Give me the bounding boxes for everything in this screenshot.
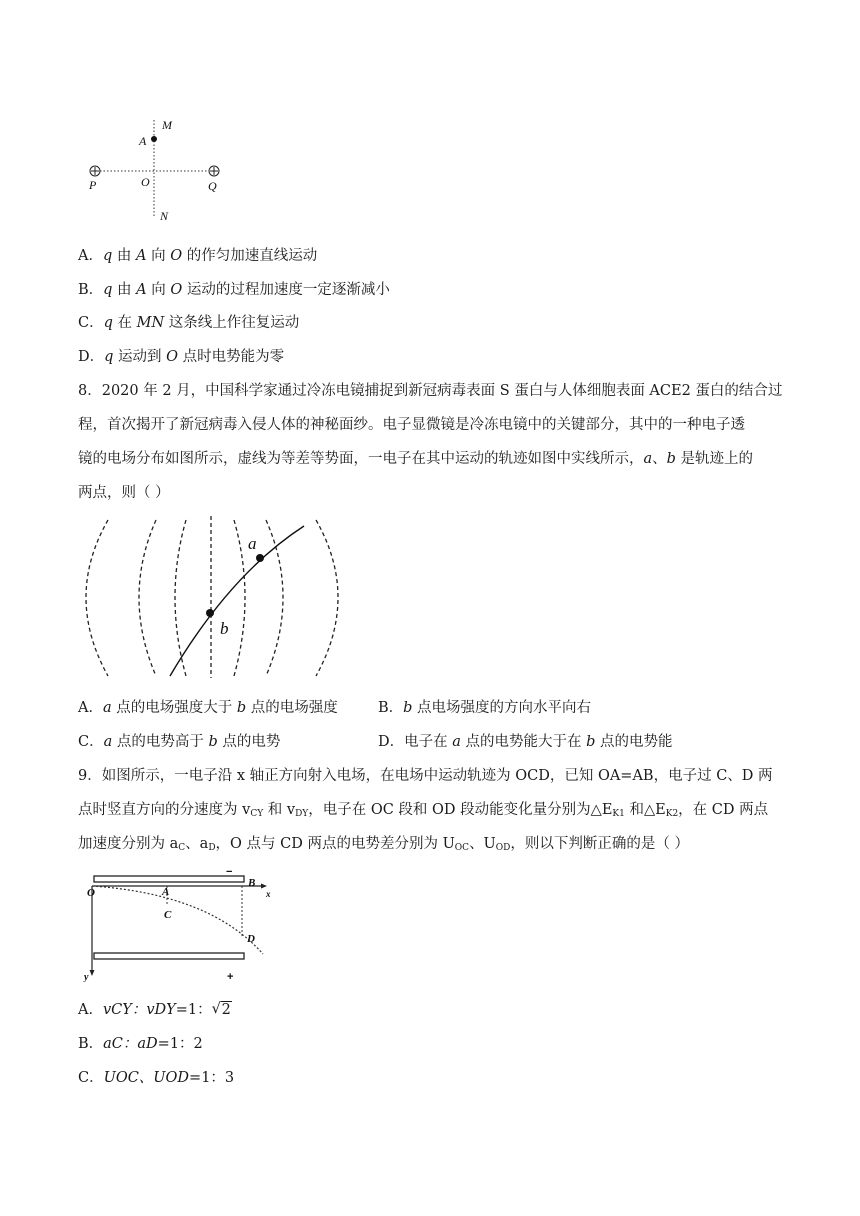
bottom-plate — [94, 953, 244, 959]
label-b: b — [220, 619, 229, 638]
q8-stem-line-1: 8．2020 年 2 月，中国科学家通过冷冻电镜捕捉到新冠病毒表面 S 蛋白与人体细胞表面 ACE2 蛋白的结合过 — [78, 383, 783, 399]
q9-stem-line-1: 9．如图所示，一电子沿 x 轴正方向射入电场，在电场中运动轨迹为 OCD，已知 OA=AB，电子过 C、D 两 — [78, 768, 773, 784]
electron-trajectory — [92, 886, 263, 954]
point-b — [206, 609, 214, 617]
label-plus: + — [227, 971, 234, 982]
q9-stem-line-3: 加速度分别为 $a_C$、$a_D$，O 点与 CD 两点的电势差分别为 $U_{OC}$、$U_{OD}$，则以下判断正确的是（ ） — [78, 836, 690, 853]
q9-figure — [80, 866, 280, 982]
q8-option-c[interactable]: C．a 点的电势高于 b 点的电势 — [78, 734, 281, 750]
q7-option-d[interactable]: D．q 运动到 O 点时电势能为零 — [78, 349, 285, 365]
label-o: O — [87, 887, 95, 899]
charge-p-icon — [90, 166, 100, 176]
label-a: A — [139, 134, 147, 148]
q8-stem-line-4: 两点，则（ ） — [78, 485, 170, 501]
q7-option-a[interactable]: A．q 由 A 向 O 的作匀加速直线运动 — [78, 248, 318, 264]
label-o: O — [141, 175, 150, 189]
label-a: A — [162, 886, 170, 898]
label-minus: − — [226, 866, 233, 878]
label-d: D — [247, 933, 255, 945]
charge-q-icon — [209, 166, 219, 176]
top-plate — [94, 876, 244, 882]
point-a — [151, 136, 157, 142]
sqrt-symbol: √ 2 — [211, 1001, 231, 1018]
label-x: x — [266, 889, 271, 899]
label-b: B — [248, 877, 256, 889]
q9-option-b[interactable]: B．aC：aD=1：2 — [78, 1036, 203, 1052]
q9-option-c[interactable]: C．UOC、UOD=1：3 — [78, 1070, 235, 1086]
label-y: y — [84, 972, 89, 982]
q8-option-b[interactable]: B．b 点电场强度的方向水平向右 — [378, 700, 592, 716]
label-c: C — [164, 909, 172, 921]
electron-trajectory — [170, 526, 304, 676]
equipotential-line — [234, 520, 245, 676]
q7-option-c[interactable]: C．q 在 MN 这条线上作往复运动 — [78, 315, 300, 331]
x-axis-arrow-icon — [261, 884, 267, 889]
q7-option-b[interactable]: B．q 由 A 向 O 运动的过程加速度一定逐渐减小 — [78, 282, 390, 298]
q8-option-d[interactable]: D．电子在 a 点的电势能大于在 b 点的电势能 — [378, 734, 673, 750]
q8-figure — [80, 514, 350, 680]
q9-stem-line-2: 点时竖直方向的分速度为 $v_{CY}$ 和 $v_{DY}$，电子在 OC 段和 OD 段动能变化量分别为$\triangle E_{K1}$ 和$\triangle E_{K2}$，在 CD 两点 — [78, 802, 769, 819]
q8-stem-line-3: 镜的电场分布如图所示，虚线为等差等势面，一电子在其中运动的轨迹如图中实线所示，a、b 是轨迹上的 — [78, 451, 754, 467]
equipotential-line — [316, 520, 338, 676]
label-q: Q — [208, 179, 217, 193]
radical-sign-icon: √ — [211, 1001, 221, 1017]
label-a: a — [248, 534, 257, 553]
label-p: P — [89, 178, 97, 192]
q8-option-a[interactable]: A．a 点的电场强度大于 b 点的电场强度 — [78, 700, 338, 716]
equipotential-line — [86, 520, 108, 676]
q9-option-a[interactable]: A．vCY：vDY=1： √ 2 — [78, 1001, 231, 1018]
label-m: M — [162, 118, 172, 132]
equipotential-line — [139, 520, 156, 676]
q8-stem-line-2: 程，首次揭开了新冠病毒入侵人体的神秘面纱。电子显微镜是冷冻电镜中的关键部分，其中的一种电子透 — [78, 417, 745, 433]
y-axis-arrow-icon — [90, 970, 95, 976]
point-a — [256, 554, 264, 562]
q7-figure — [80, 112, 230, 224]
label-n: N — [160, 209, 169, 223]
